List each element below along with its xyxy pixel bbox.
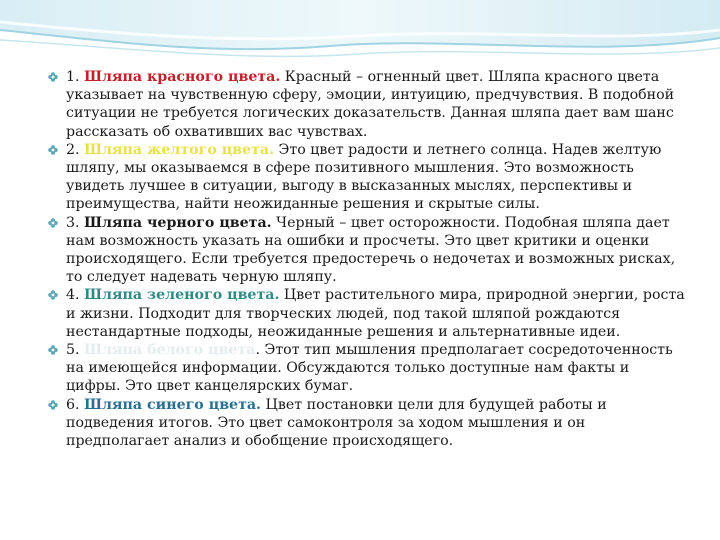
item-text: Это цвет радости и летнего солнца. Надев желтую шляпу, мы оказываемся в сфере позитивного мышления. Это возможность увидеть лучшее в ситуации, выгоду в высказанных мыслях, перспективы и преимущества, найти неожиданные решения и скрытые силы. bbox=[66, 141, 662, 213]
hat-title: Шляпа белого цвета bbox=[84, 342, 256, 359]
item-number: 3. bbox=[66, 214, 85, 231]
item-text: Черный – цвет осторожности. Подобная шляпа дает нам возможность указать на ошибки и просчеты. Это цвет критики и оценки происходящего. Если требуется предостеречь о недочетах и возможных рисках, то следует надевать черную шляпу. bbox=[66, 214, 676, 286]
item-number: 4. bbox=[66, 287, 85, 304]
hat-title: Шляпа синего цвета. bbox=[84, 396, 261, 413]
hat-title: Шляпа черного цвета. bbox=[84, 214, 272, 231]
item-text: Красный – огненный цвет. Шляпа красного цвета указывает на чувственную сферу, эмоции, интуицию, предчувствия. В подобной ситуации не требуется логических доказательств. Данная шляпа дает вам шанс рассказать об охвативших вас чувствах. bbox=[66, 69, 675, 140]
item-number: 1. bbox=[66, 69, 85, 85]
flower-bullet-icon bbox=[48, 345, 58, 355]
item-number: 6. bbox=[66, 396, 85, 413]
list-item-blue-hat bbox=[48, 396, 688, 451]
item-number: 2. bbox=[66, 141, 85, 158]
list-item-red-hat bbox=[48, 68, 688, 141]
item-text: Цвет постановки цели для будущей работы и подведения итогов. Это цвет самоконтроля за ходом мышления и он предполагает анализ и обобщение происходящего. bbox=[66, 396, 607, 450]
item-text: . Этот тип мышления предполагает сосредоточенность на имеющейся информации. Обсуждаются только доступные нам факты и цифры. Это цвет канцелярских бумаг. bbox=[66, 342, 673, 395]
list-item-black-hat bbox=[48, 214, 688, 287]
hat-title: Шляпа красного цвета. bbox=[84, 69, 281, 85]
item-number: 5. bbox=[66, 342, 85, 359]
header-wave-decoration bbox=[0, 0, 720, 70]
flower-bullet-icon bbox=[48, 218, 58, 228]
item-text: Цвет растительного мира, природной энергии, роста и жизни. Подходит для творческих людей, под такой шляпой рождаются нестандартные подходы, неожиданные решения и альтернативные идеи. bbox=[66, 287, 685, 340]
flower-bullet-icon bbox=[48, 400, 58, 410]
list-item-yellow-hat bbox=[48, 141, 688, 214]
flower-bullet-icon bbox=[48, 72, 58, 82]
list-item-white-hat bbox=[48, 341, 688, 396]
hats-list bbox=[48, 68, 688, 450]
list-item-green-hat bbox=[48, 286, 688, 341]
flower-bullet-icon bbox=[48, 290, 58, 300]
flower-bullet-icon bbox=[48, 145, 58, 155]
hat-title: Шляпа желтого цвета. bbox=[84, 141, 275, 158]
hat-title: Шляпа зеленого цвета. bbox=[84, 287, 280, 304]
